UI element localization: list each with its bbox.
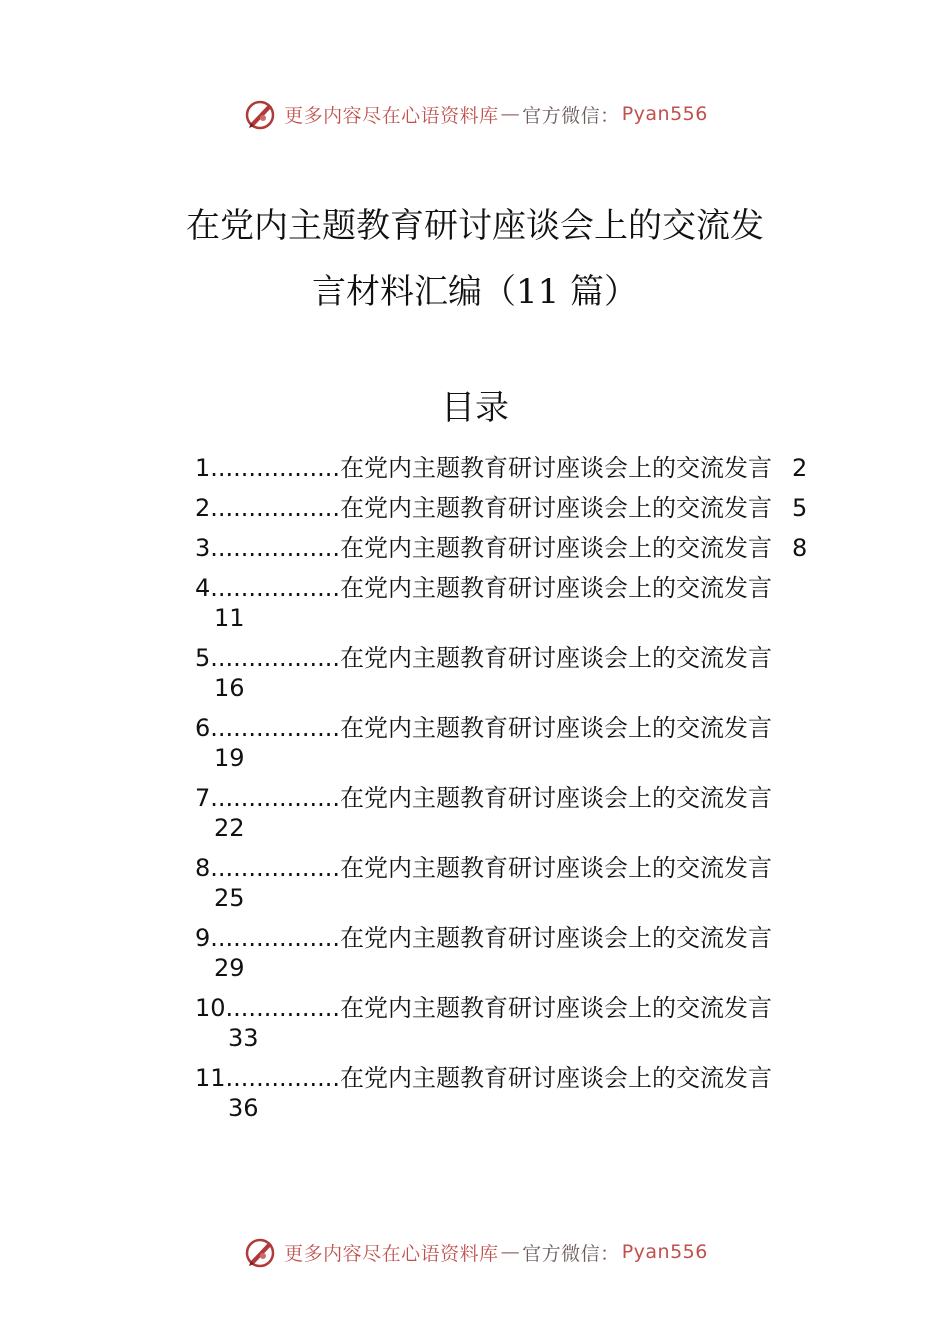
toc-item-leader: ................. [210,534,340,562]
toc-item-number: 4 [195,574,211,602]
toc-item-title: 在党内主题教育研讨座谈会上的交流发言 [339,784,772,812]
toc-item-page: 16 [214,674,245,702]
toc-item-number: 10 [195,994,226,1022]
banner-dash: — [500,1241,521,1263]
banner-wechat-id: Pyan556 [621,103,708,125]
toc-item-number: 3 [195,534,211,562]
table-of-contents [195,453,855,1133]
toc-item[interactable] [195,1063,855,1133]
toc-item-page: 2 [791,454,808,482]
toc-item-leader: ................. [210,644,340,672]
toc-item-number: 5 [195,644,211,672]
toc-item-number: 8 [195,854,211,882]
toc-item-title: 在党内主题教育研讨座谈会上的交流发言 [339,454,772,482]
toc-item-leader: ................. [210,714,340,742]
toc-item-page: 8 [791,534,808,562]
toc-item-leader: ................. [210,574,340,602]
toc-item-leader: ................. [210,924,340,952]
toc-item-title: 在党内主题教育研讨座谈会上的交流发言 [339,714,772,742]
banner-brand-text: 更多内容尽在心语资料库 [284,104,499,127]
toc-item-title: 在党内主题教育研讨座谈会上的交流发言 [339,494,772,522]
toc-item-title: 在党内主题教育研讨座谈会上的交流发言 [339,994,772,1022]
toc-item[interactable] [195,573,855,643]
toc-item-number: 6 [195,714,211,742]
banner-brand-text: 更多内容尽在心语资料库 [284,1242,499,1265]
toc-item[interactable] [195,993,855,1063]
banner-wechat-label: 官方微信： [522,104,620,127]
toc-heading: 目录 [441,388,509,428]
banner-wechat-label: 官方微信： [522,1242,620,1265]
toc-item[interactable] [195,853,855,923]
header-banner [0,94,950,134]
toc-item-leader: ................. [210,784,340,812]
toc-item[interactable] [195,453,855,493]
toc-item-leader: ................. [210,494,340,522]
banner-dash: — [500,103,521,125]
banner-wechat-id: Pyan556 [621,1241,708,1263]
toc-item-number: 2 [195,494,211,522]
toc-item-title: 在党内主题教育研讨座谈会上的交流发言 [339,534,772,562]
toc-item-page: 19 [214,744,245,772]
toc-item-page: 33 [228,1024,259,1052]
toc-item-page: 22 [214,814,245,842]
toc-item[interactable] [195,923,855,993]
toc-item-number: 9 [195,924,211,952]
toc-item-title: 在党内主题教育研讨座谈会上的交流发言 [339,854,772,882]
toc-item-number: 1 [195,454,211,482]
toc-item[interactable] [195,643,855,713]
toc-item[interactable] [195,713,855,783]
toc-item-page: 36 [228,1094,259,1122]
toc-item-number: 7 [195,784,211,812]
toc-item-title: 在党内主题教育研讨座谈会上的交流发言 [339,574,772,602]
footer-banner [0,1232,950,1272]
toc-item-page: 5 [791,494,808,522]
document-title-line-2: 言材料汇编（11 篇） [311,272,639,312]
toc-item-page: 29 [214,954,245,982]
toc-item-title: 在党内主题教育研讨座谈会上的交流发言 [339,924,772,952]
toc-item[interactable] [195,783,855,853]
toc-item-title: 在党内主题教育研讨座谈会上的交流发言 [339,644,772,672]
toc-item-leader: ................. [210,454,340,482]
toc-item[interactable] [195,493,855,533]
pen-circle-logo-icon [242,96,278,132]
toc-item-title: 在党内主题教育研讨座谈会上的交流发言 [339,1064,772,1092]
toc-item-page: 11 [214,604,245,632]
toc-item-leader: ............... [225,1064,340,1092]
toc-item-leader: ............... [225,994,340,1022]
toc-item[interactable] [195,533,855,573]
toc-item-leader: ................. [210,854,340,882]
toc-item-page: 25 [214,884,245,912]
document-title-line-1: 在党内主题教育研讨座谈会上的交流发 [186,206,764,246]
toc-item-number: 11 [195,1064,226,1092]
pen-circle-logo-icon [242,1234,278,1270]
